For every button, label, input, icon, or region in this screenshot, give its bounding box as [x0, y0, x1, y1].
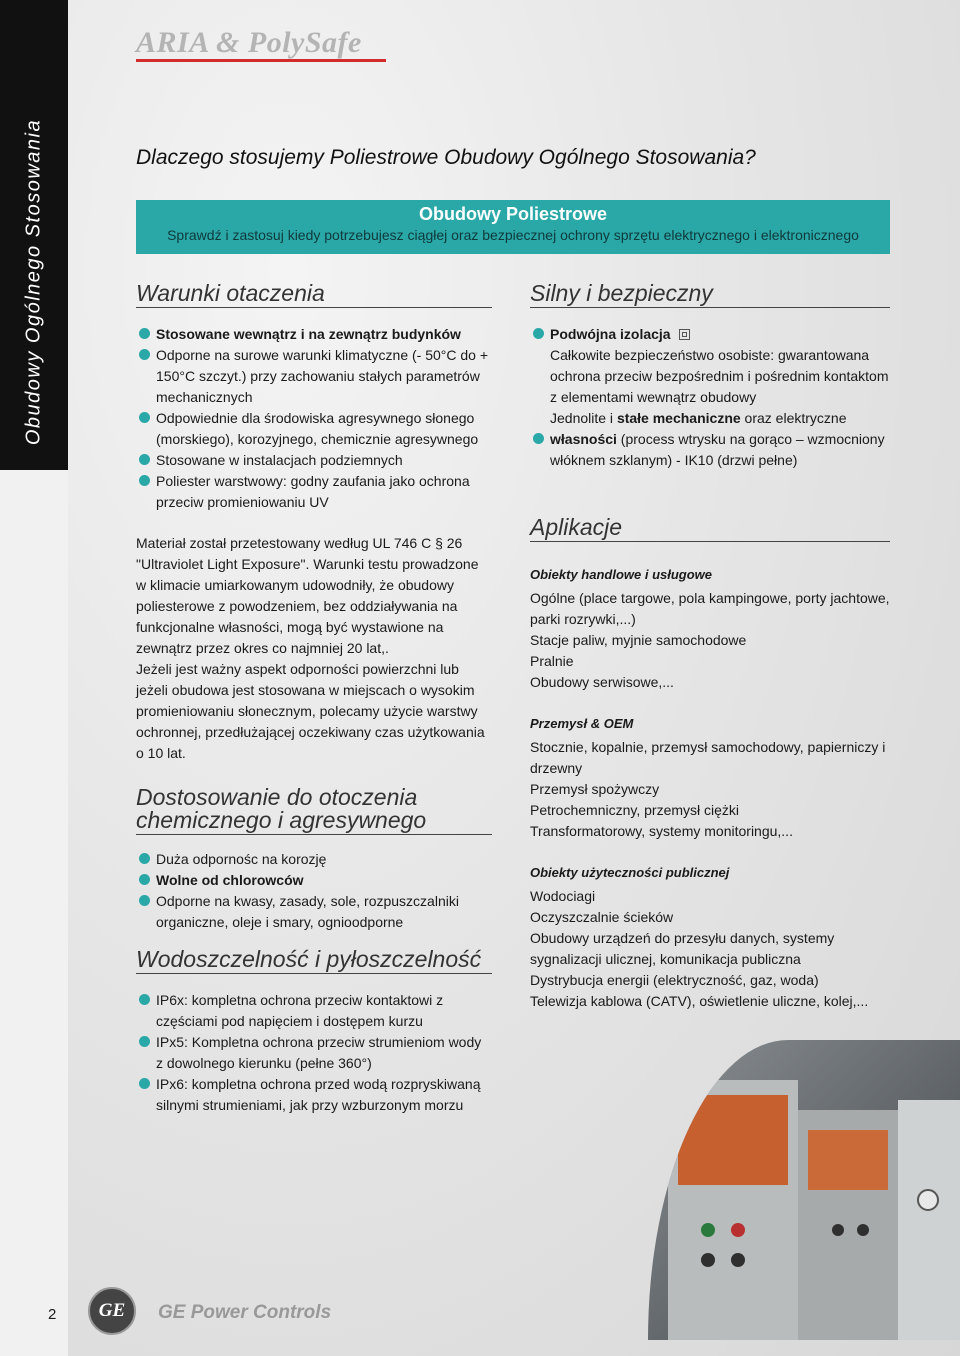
list-item: Podwójna izolacja Całkowite bezpieczeństwo osobiste: gwarantowana ochrona przeciw bezpośrednim i pośrednim kontaktom z elementami wewnątrz obudowy Jednolite i stałe mechaniczne oraz elektryczne [530, 324, 890, 429]
chemiczne-list [136, 849, 492, 933]
list-item: Petrochemniczny, przemysł ciężki [530, 802, 740, 818]
bullet-icon [139, 874, 150, 885]
aplikacje-group [530, 566, 890, 693]
section-warunki [136, 282, 492, 764]
banner-title: Obudowy Poliestrowe [418, 204, 608, 224]
list-item: Oczyszczalnie ścieków [530, 909, 674, 925]
list-item: IP6x: kompletna ochrona przeciw kontaktowi z częściami pod napięciem i dostępem kurzu [136, 990, 492, 1032]
group-list [530, 588, 890, 693]
page-number: 2 [48, 1306, 57, 1323]
list-item: Duża odpornośc na korozję [136, 849, 492, 870]
group-list [530, 737, 890, 842]
wodoszczelnosc-list [136, 990, 492, 1116]
ge-logo: GE [88, 1287, 136, 1335]
list-item: Poliester warstwowy: godny zaufania jako ochrona przeciw promieniowaniu UV [136, 471, 492, 513]
list-item: Obudowy serwisowe,... [530, 674, 674, 690]
bullet-icon [139, 349, 150, 360]
paragraph-recommendation: Jeżeli jest ważny aspekt odporności powierzchni lub jeżeli obudowa jest stosowana w miejscach o wysokim promieniowaniu słonecznym, polecamy użycie warstwy ochronnej, przedłużającej oczekiwany czas użytkowania o 10 lat. [136, 661, 485, 761]
list-item: Telewizja kablowa (CATV), oświetlenie uliczne, kolej,... [530, 993, 869, 1009]
list-item: Ogólne (place targowe, pola kampingowe, porty jachtowe, parki rozrywki,...) [530, 590, 890, 627]
list-item: Odpowiednie dla środowiska agresywnego słonego (morskiego), korozyjnego, chemicznie agresywnego [136, 408, 492, 450]
list-item: Obudowy urządzeń do przesyłu danych, systemy sygnalizacji ulicznej, komunikacja publiczna [530, 930, 835, 967]
list-item: Wodociagi [530, 888, 596, 904]
list-item: Odporne na surowe warunki klimatyczne (- 50°C do + 150°C szczyt.) przy zachowaniu stałych parametrów mechanicznych [136, 345, 492, 408]
paragraph-ul-test: Materiał został przetestowany według UL 746 C § 26 "Ultraviolet Light Exposure". Warunki testu prowadzone w klimacie umiarkowanym udowodniły, że obudowy poliesterowe z powodzeniem, bez oddziaływania na funkcjonalne własności, mogą być wystawione na zewnątrz przez okres co najmniej 20 lat,. [136, 535, 479, 656]
section-heading: Warunki otaczenia [136, 282, 492, 308]
section-heading: Wodoszczelność i pyłoszczelność [136, 948, 492, 974]
list-item: Stocznie, kopalnie, przemysł samochodowy, papierniczy i drzewny [530, 739, 886, 776]
bullet-icon [139, 475, 150, 486]
bullet-icon [139, 454, 150, 465]
sidebar [0, 0, 68, 1356]
enclosures-image [648, 1040, 960, 1340]
group-title: Obiekty handlowe i usługowe [530, 567, 713, 582]
section-wodoszczelnosc [136, 948, 492, 1116]
list-item: IPx5: Kompletna ochrona przeciw strumieniom wody z dowolnego kierunku (pełne 360°) [136, 1032, 492, 1074]
banner-subtitle: Sprawdź i zastosuj kiedy potrzebujesz ciągłej oraz bezpiecznej ochrony sprzętu elektrycznego i elektronicznego [167, 227, 859, 243]
group-list [530, 886, 890, 1012]
warunki-list [136, 324, 492, 513]
list-item: Dystrybucja energii (elektryczność, gaz, woda) [530, 972, 819, 988]
banner [136, 200, 890, 254]
list-item: Transformatorowy, systemy monitoringu,... [530, 823, 793, 839]
section-heading: Silny i bezpieczny [530, 282, 890, 308]
bullet-icon [139, 895, 150, 906]
double-insulation-icon [679, 329, 690, 340]
silny-list [530, 324, 890, 471]
section-chemiczne [136, 786, 492, 933]
list-item: Stacje paliw, myjnie samochodowe [530, 632, 747, 648]
bullet-icon [139, 853, 150, 864]
bullet-icon [533, 433, 544, 444]
aplikacje-group [530, 715, 890, 842]
bullet-icon [139, 412, 150, 423]
page-title: Dlaczego stosujemy Poliestrowe Obudowy Ogólnego Stosowania? [136, 146, 756, 169]
section-silny [530, 282, 890, 471]
bullet-icon [533, 328, 544, 339]
list-item: Stosowane wewnątrz i na zewnątrz budynków [136, 324, 492, 345]
brand-logo: ARIA & PolySafe [136, 26, 362, 59]
list-item: IPx6: kompletna ochrona przed wodą rozpryskiwaną silnymi strumieniami, jak przy wzburzonym morzu [136, 1074, 492, 1116]
section-heading: Dostosowanie do otoczenia chemicznego i agresywnego [136, 786, 492, 835]
bullet-icon [139, 328, 150, 339]
list-item: Przemysł spożywczy [530, 781, 660, 797]
bullet-icon [139, 1078, 150, 1089]
list-item: Pralnie [530, 653, 574, 669]
company-name: GE Power Controls [158, 1302, 332, 1323]
list-item: Wolne od chlorowców [136, 870, 492, 891]
group-title: Przemysł & OEM [530, 716, 634, 731]
bullet-icon [139, 1036, 150, 1047]
aplikacje-group [530, 864, 890, 1012]
bullet-icon [139, 994, 150, 1005]
list-item: Odporne na kwasy, zasady, sole, rozpuszczalniki organiczne, oleje i smary, ognioodporne [136, 891, 492, 933]
section-aplikacje [530, 516, 890, 1012]
group-title: Obiekty użyteczności publicznej [530, 865, 730, 880]
sidebar-title: Obudowy Ogólnego Stosowania [22, 118, 45, 446]
brand-underline [136, 59, 386, 62]
list-item: Stosowane w instalacjach podziemnych [136, 450, 492, 471]
section-heading: Aplikacje [530, 516, 890, 542]
list-item: własności (process wtrysku na gorąco – wzmocniony włóknem szklanym) - IK10 (drzwi pełne) [530, 429, 890, 471]
enclosures-photo [648, 1040, 960, 1340]
